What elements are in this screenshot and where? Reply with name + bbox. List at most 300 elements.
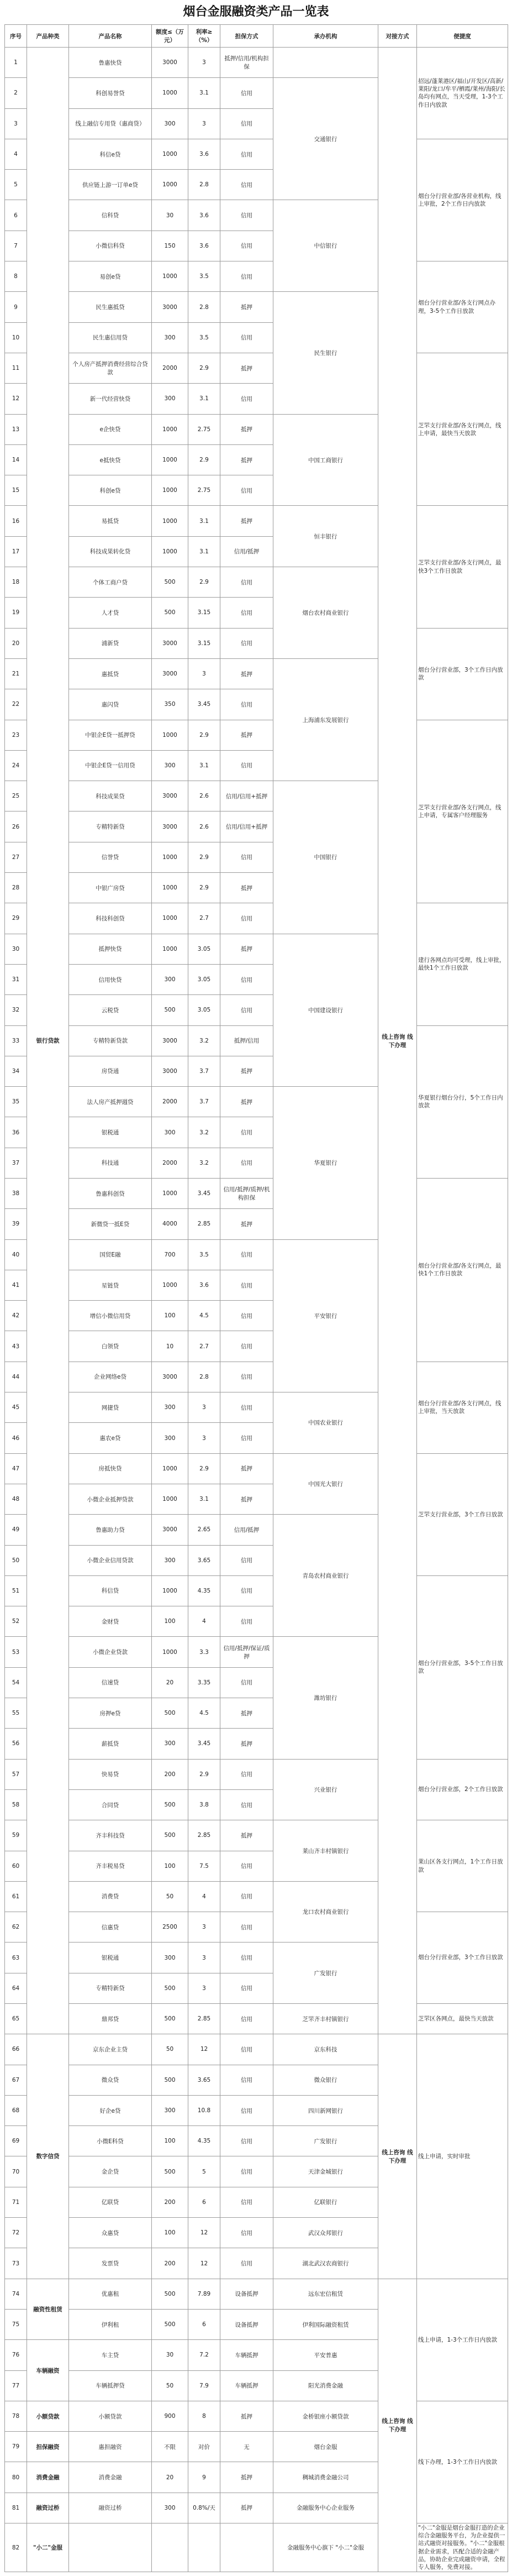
- limit: 1000: [152, 842, 188, 872]
- row-index: 6: [5, 200, 27, 231]
- rate: 2.9: [188, 1453, 220, 1484]
- guarantee: 信用: [220, 1667, 273, 1698]
- guarantee: 信用: [220, 231, 273, 261]
- row-index: 45: [5, 1392, 27, 1423]
- guarantee: 信用: [220, 2248, 273, 2279]
- product-name: 线上融信专用贷（惠商贷）: [69, 108, 152, 139]
- row-index: 50: [5, 1545, 27, 1575]
- row-index: 65: [5, 2004, 27, 2034]
- limit: 100: [152, 1606, 188, 1637]
- guarantee: 信用: [220, 1545, 273, 1575]
- row-index: 31: [5, 964, 27, 994]
- category-cell: 担保融资: [27, 2432, 69, 2462]
- rate: 10.8: [188, 2095, 220, 2125]
- row-index: 32: [5, 995, 27, 1025]
- guarantee: 抵押: [220, 444, 273, 475]
- rate: 4.5: [188, 1698, 220, 1729]
- product-name: 小微企业信用贷款: [69, 1545, 152, 1575]
- product-name: 车主贷: [69, 2340, 152, 2370]
- limit: 500: [152, 2279, 188, 2309]
- guarantee: 抵押: [220, 1453, 273, 1484]
- limit: 100: [152, 2218, 188, 2248]
- rate: 7.5: [188, 1851, 220, 1881]
- convenience-cell: 烟台分行营业部/各营业机构，线上审批，2个工作日内放款: [417, 139, 508, 261]
- limit: 1000: [152, 261, 188, 292]
- rate: 3.3: [188, 1637, 220, 1667]
- product-name: e抵快贷: [69, 444, 152, 475]
- institution-cell: 天津金城银行: [273, 2156, 378, 2187]
- table-row: [5, 506, 508, 536]
- institution-cell: 伊利国际融资租赁: [273, 2309, 378, 2339]
- table-row: [5, 2401, 508, 2431]
- institution-cell: 平安普惠: [273, 2340, 378, 2370]
- row-index: 11: [5, 353, 27, 383]
- limit: 300: [152, 2095, 188, 2125]
- limit: 700: [152, 1239, 188, 1270]
- institution-cell: 湖北武汉农商银行: [273, 2248, 378, 2279]
- institution-cell: 远东宏信租赁: [273, 2279, 378, 2309]
- row-index: 36: [5, 1117, 27, 1148]
- product-name: 金企贷: [69, 2156, 152, 2187]
- table-row: [5, 1362, 508, 1392]
- convenience-cell: 招远/蓬莱港区/福山/开发区/高新/莱阳/龙口/牟平/栖霞/莱州/海阳/长岛均有网点，当天受理，1-3个工作日内放款: [417, 48, 508, 139]
- limit: 300: [152, 964, 188, 994]
- guarantee: 抵押: [220, 353, 273, 383]
- row-index: 82: [5, 2523, 27, 2572]
- table-row: [5, 1453, 508, 1484]
- product-name: 新一代经营快贷: [69, 384, 152, 414]
- rate: 6: [188, 2187, 220, 2217]
- product-name: 法人房产抵押週贷: [69, 1087, 152, 1117]
- institution-cell: 中信银行: [273, 200, 378, 292]
- product-name: 齐丰科技贷: [69, 1820, 152, 1851]
- convenience-cell: 烟台分行营业部，3个工作日内放款: [417, 628, 508, 720]
- row-index: 38: [5, 1178, 27, 1208]
- convenience-cell: 线上申请，实时审批: [417, 2034, 508, 2279]
- limit: 300: [152, 322, 188, 353]
- product-name: 国贸E融: [69, 1239, 152, 1270]
- row-index: 81: [5, 2493, 27, 2523]
- guarantee: 信用: [220, 261, 273, 292]
- rate: 3.15: [188, 628, 220, 658]
- product-name: 供应链上游一订单e贷: [69, 170, 152, 200]
- convenience-cell: 芝罘支行营业部/各支行网点，线上申请，最快当天放款: [417, 353, 508, 505]
- limit: 3000: [152, 658, 188, 689]
- product-name: 信速贷: [69, 1667, 152, 1698]
- limit: 1000: [152, 170, 188, 200]
- institution-cell: 微众银行: [273, 2065, 378, 2095]
- rate: 2.8: [188, 292, 220, 322]
- row-index: 55: [5, 1698, 27, 1729]
- row-index: 58: [5, 1789, 27, 1820]
- rate: 3.2: [188, 1148, 220, 1178]
- guarantee: 抵押: [220, 1087, 273, 1117]
- row-index: 28: [5, 873, 27, 903]
- row-index: 44: [5, 1362, 27, 1392]
- guarantee: 设备抵押: [220, 2309, 273, 2339]
- guarantee: 车辆抵押: [220, 2370, 273, 2401]
- row-index: 43: [5, 1331, 27, 1362]
- rate: 3.7: [188, 1056, 220, 1086]
- guarantee: 信用: [220, 2156, 273, 2187]
- row-index: 63: [5, 1943, 27, 1973]
- guarantee: 抵押: [220, 2493, 273, 2523]
- guarantee: 信用: [220, 2126, 273, 2156]
- product-name: 鼎邦贷: [69, 2004, 152, 2034]
- header-product-name: 产品名称: [69, 25, 152, 48]
- institution-cell: 四川新网银行: [273, 2095, 378, 2125]
- product-name: 信科贷: [69, 200, 152, 231]
- limit: 2500: [152, 1912, 188, 1943]
- row-index: 39: [5, 1209, 27, 1239]
- limit: 200: [152, 1759, 188, 1789]
- category-cell: 银行贷款: [27, 48, 69, 2034]
- limit: 3000: [152, 48, 188, 78]
- limit: 3000: [152, 1515, 188, 1545]
- rate: 6: [188, 2309, 220, 2339]
- row-index: 68: [5, 2095, 27, 2125]
- row-index: 24: [5, 750, 27, 781]
- guarantee: 信用/抵押: [220, 1515, 273, 1545]
- product-name: 房贷通: [69, 1056, 152, 1086]
- guarantee: 信用: [220, 750, 273, 781]
- rate: 2.6: [188, 781, 220, 811]
- limit: 500: [152, 1820, 188, 1851]
- row-index: 79: [5, 2432, 27, 2462]
- institution-cell: 潍坊银行: [273, 1637, 378, 1759]
- guarantee: 信用: [220, 1423, 273, 1453]
- row-index: 75: [5, 2309, 27, 2339]
- table-row: [5, 628, 508, 658]
- product-name: 科信e贷: [69, 139, 152, 169]
- product-name: 消费金融: [69, 2462, 152, 2493]
- rate: 3.5: [188, 261, 220, 292]
- rate: 3.45: [188, 1729, 220, 1759]
- product-name: 科技通: [69, 1148, 152, 1178]
- limit: 300: [152, 1943, 188, 1973]
- row-index: 74: [5, 2279, 27, 2309]
- row-index: 62: [5, 1912, 27, 1943]
- row-index: 14: [5, 444, 27, 475]
- table-row: [5, 2004, 508, 2034]
- limit: 200: [152, 2187, 188, 2217]
- institution-cell: 上海浦东发展银行: [273, 658, 378, 781]
- category-cell: "小二"金服: [27, 2523, 69, 2572]
- product-name: 众惠贷: [69, 2218, 152, 2248]
- institution-cell: 中国工商银行: [273, 414, 378, 506]
- product-name: 快易贷: [69, 1759, 152, 1789]
- limit: 1000: [152, 873, 188, 903]
- row-index: 9: [5, 292, 27, 322]
- product-name: 科创易誉贷: [69, 78, 152, 108]
- product-name: 惠闪贷: [69, 689, 152, 720]
- institution-cell: 烟台农村商业银行: [273, 567, 378, 659]
- table-row: [5, 48, 508, 78]
- row-index: 19: [5, 598, 27, 628]
- guarantee: 抵押/信用: [220, 1025, 273, 1056]
- product-name: 金财贷: [69, 1606, 152, 1637]
- guarantee: 信用/抵押: [220, 536, 273, 567]
- rate: 3.35: [188, 1667, 220, 1698]
- limit: 100: [152, 1851, 188, 1881]
- category-cell: 小额贷款: [27, 2401, 69, 2431]
- limit: 1000: [152, 139, 188, 169]
- institution-cell: 广发银行: [273, 1943, 378, 2004]
- header-convenience: 便捷度: [417, 25, 508, 48]
- rate: 7.9: [188, 2370, 220, 2401]
- institution-cell: 龙口农村商业银行: [273, 1881, 378, 1943]
- guarantee: 信用: [220, 1575, 273, 1606]
- row-index: 64: [5, 1973, 27, 2003]
- product-name: 京东企业主贷: [69, 2034, 152, 2065]
- rate: 2.9: [188, 1759, 220, 1789]
- product-name: 易创e贷: [69, 261, 152, 292]
- guarantee: 信用: [220, 1912, 273, 1943]
- product-name: 小微企业贷款: [69, 1637, 152, 1667]
- institution-cell: 中国光大银行: [273, 1453, 378, 1515]
- guarantee: 信用: [220, 1943, 273, 1973]
- limit: 1000: [152, 1453, 188, 1484]
- limit: 3000: [152, 781, 188, 811]
- table-body: [5, 48, 508, 2572]
- rate: 2.7: [188, 1331, 220, 1362]
- guarantee: 信用/信用+抵押: [220, 811, 273, 842]
- limit: 1000: [152, 536, 188, 567]
- institution-cell: 中国建设银行: [273, 934, 378, 1086]
- rate: 4: [188, 1881, 220, 1912]
- guarantee: 信用: [220, 1301, 273, 1331]
- product-name: 专精特新贷: [69, 1973, 152, 2003]
- limit: 4000: [152, 1209, 188, 1239]
- guarantee: 抵押: [220, 1484, 273, 1514]
- product-name: 个体工商户贷: [69, 567, 152, 598]
- limit: 3000: [152, 292, 188, 322]
- institution-cell: 芝罘齐丰村镇银行: [273, 2004, 378, 2034]
- row-index: 59: [5, 1820, 27, 1851]
- guarantee: 抵押: [220, 1820, 273, 1851]
- product-name: 中银企E贷一信用贷: [69, 750, 152, 781]
- limit: 1000: [152, 903, 188, 934]
- limit: 500: [152, 567, 188, 598]
- row-index: 78: [5, 2401, 27, 2431]
- table-row: [5, 2279, 508, 2309]
- rate: 7.89: [188, 2279, 220, 2309]
- product-name: 车辆抵押贷: [69, 2370, 152, 2401]
- rate: 2.6: [188, 811, 220, 842]
- rate: 3.6: [188, 1270, 220, 1300]
- guarantee: 信用/信用+抵押: [220, 781, 273, 811]
- guarantee: 信用: [220, 200, 273, 231]
- row-index: 71: [5, 2187, 27, 2217]
- institution-cell: 广发银行: [273, 2126, 378, 2156]
- row-index: 21: [5, 658, 27, 689]
- table-row: [5, 1759, 508, 1789]
- product-name: 惠担融资: [69, 2432, 152, 2462]
- row-index: 4: [5, 139, 27, 169]
- row-index: 72: [5, 2218, 27, 2248]
- row-index: 22: [5, 689, 27, 720]
- row-index: 49: [5, 1515, 27, 1545]
- product-name: 齐丰税易贷: [69, 1851, 152, 1881]
- convenience-cell: 华夏银行烟台分行，5个工作日内放款: [417, 1025, 508, 1178]
- limit: 1000: [152, 78, 188, 108]
- guarantee: 信用: [220, 1117, 273, 1148]
- guarantee: 抵押: [220, 934, 273, 964]
- rate: 3.65: [188, 1545, 220, 1575]
- institution-cell: 兴业银行: [273, 1759, 378, 1820]
- limit: 不限: [152, 2432, 188, 2462]
- convenience-cell: 线上申请，1-3个工作日内放款: [417, 2279, 508, 2401]
- product-name: 民生惠信用贷: [69, 322, 152, 353]
- guarantee: 信用: [220, 995, 273, 1025]
- product-name: 伊利租: [69, 2309, 152, 2339]
- product-name: 惠抵贷: [69, 658, 152, 689]
- limit: 10: [152, 1331, 188, 1362]
- product-name: 薪抵贷: [69, 1729, 152, 1759]
- limit: 300: [152, 384, 188, 414]
- limit: 500: [152, 995, 188, 1025]
- rate: 3.5: [188, 1239, 220, 1270]
- row-index: 67: [5, 2065, 27, 2095]
- guarantee: 信用/抵押/质押/机构担保: [220, 1178, 273, 1208]
- row-index: 60: [5, 1851, 27, 1881]
- page-title: 烟台金服融资类产品一览表: [183, 5, 329, 19]
- rate: 3: [188, 1943, 220, 1973]
- guarantee: 抵押: [220, 720, 273, 750]
- limit: 500: [152, 1698, 188, 1729]
- guarantee: 信用: [220, 567, 273, 598]
- limit: 900: [152, 2401, 188, 2431]
- product-name: 科信贷: [69, 1575, 152, 1606]
- rate: 3: [188, 1912, 220, 1943]
- row-index: 80: [5, 2462, 27, 2493]
- channel-cell: 线上咨询 线下办理: [378, 2279, 417, 2572]
- rate: 2.8: [188, 1362, 220, 1392]
- rate: 4.5: [188, 1301, 220, 1331]
- convenience-cell: 芝罘支行营业部/各支行网点，线上申请，专属客户经理服务: [417, 720, 508, 903]
- rate: 3.05: [188, 964, 220, 994]
- limit: 300: [152, 1545, 188, 1575]
- guarantee: 信用: [220, 1239, 273, 1270]
- rate: 3.1: [188, 78, 220, 108]
- channel-cell: 线上咨询 线下办理: [378, 48, 417, 2034]
- header-channel: 对接方式: [378, 25, 417, 48]
- convenience-cell: 烟台分行营业部/各支行网点，线上审批，当天放款: [417, 1362, 508, 1453]
- rate: 7.2: [188, 2340, 220, 2370]
- row-index: 10: [5, 322, 27, 353]
- row-index: 76: [5, 2340, 27, 2370]
- product-name: 优惠租: [69, 2279, 152, 2309]
- limit: 100: [152, 2126, 188, 2156]
- limit: 2000: [152, 1087, 188, 1117]
- row-index: 30: [5, 934, 27, 964]
- limit: 3000: [152, 811, 188, 842]
- product-name: [69, 2523, 152, 2572]
- table-row: [5, 1912, 508, 1943]
- row-index: 42: [5, 1301, 27, 1331]
- convenience-cell: 莱山区各支行网点，1个工作日放款: [417, 1820, 508, 1912]
- table-row: [5, 353, 508, 383]
- product-name: 信用快贷: [69, 964, 152, 994]
- limit: 300: [152, 1729, 188, 1759]
- institution-cell: 中国农业银行: [273, 1392, 378, 1454]
- guarantee: 信用: [220, 1148, 273, 1178]
- limit: 20: [152, 1667, 188, 1698]
- guarantee: 信用: [220, 139, 273, 169]
- row-index: 66: [5, 2034, 27, 2065]
- guarantee: 抵押: [220, 2462, 273, 2493]
- row-index: 46: [5, 1423, 27, 1453]
- rate: 9: [188, 2462, 220, 2493]
- table-header-row: [5, 25, 508, 48]
- convenience-cell: 烟台分行营业部，3个工作日放款: [417, 1912, 508, 2004]
- product-name: 亿联贷: [69, 2187, 152, 2217]
- limit: 20: [152, 2462, 188, 2493]
- rate: 2.85: [188, 1209, 220, 1239]
- guarantee: 信用: [220, 384, 273, 414]
- header-limit: 额度≤（万元）: [152, 25, 188, 48]
- guarantee: 抵押: [220, 414, 273, 444]
- guarantee: 信用: [220, 1881, 273, 1912]
- product-name: 人才贷: [69, 598, 152, 628]
- table-row: [5, 139, 508, 169]
- limit: 300: [152, 750, 188, 781]
- guarantee: 抵押: [220, 2401, 273, 2431]
- limit: 3000: [152, 1362, 188, 1392]
- guarantee: 信用: [220, 689, 273, 720]
- product-name: 科技成果贷: [69, 781, 152, 811]
- product-table: [4, 24, 508, 2572]
- row-index: 34: [5, 1056, 27, 1086]
- rate: 3.05: [188, 934, 220, 964]
- guarantee: 信用: [220, 628, 273, 658]
- product-name: 合同贷: [69, 1789, 152, 1820]
- category-cell: 数字信贷: [27, 2034, 69, 2279]
- rate: 2.75: [188, 475, 220, 506]
- limit: 2000: [152, 353, 188, 383]
- limit: 1000: [152, 414, 188, 444]
- rate: 2.9: [188, 353, 220, 383]
- row-index: 25: [5, 781, 27, 811]
- row-index: 1: [5, 48, 27, 78]
- product-name: 中银企E贷一抵押贷: [69, 720, 152, 750]
- product-name: 网捷贷: [69, 1392, 152, 1423]
- row-index: 17: [5, 536, 27, 567]
- guarantee: 信用: [220, 598, 273, 628]
- product-name: 小微企业抵押贷款: [69, 1484, 152, 1514]
- product-name: 鲁惠助力贷: [69, 1515, 152, 1545]
- row-index: 12: [5, 384, 27, 414]
- header-institution: 承办机构: [273, 25, 378, 48]
- institution-cell: 京东科技: [273, 2034, 378, 2065]
- limit: 1000: [152, 444, 188, 475]
- convenience-cell: 烟台分行营业部，3-5个工作日放款: [417, 1575, 508, 1759]
- channel-cell: 线上咨询 线下办理: [378, 2034, 417, 2279]
- limit: 1000: [152, 1637, 188, 1667]
- product-name: 易抵贷: [69, 506, 152, 536]
- rate: 3.45: [188, 689, 220, 720]
- limit: 1000: [152, 506, 188, 536]
- rate: 12: [188, 2248, 220, 2279]
- table-row: [5, 2034, 508, 2065]
- limit: 2000: [152, 1148, 188, 1178]
- guarantee: 信用: [220, 1789, 273, 1820]
- rate: 2.9: [188, 444, 220, 475]
- row-index: 53: [5, 1637, 27, 1667]
- row-index: 54: [5, 1667, 27, 1698]
- rate: 3: [188, 1392, 220, 1423]
- row-index: 23: [5, 720, 27, 750]
